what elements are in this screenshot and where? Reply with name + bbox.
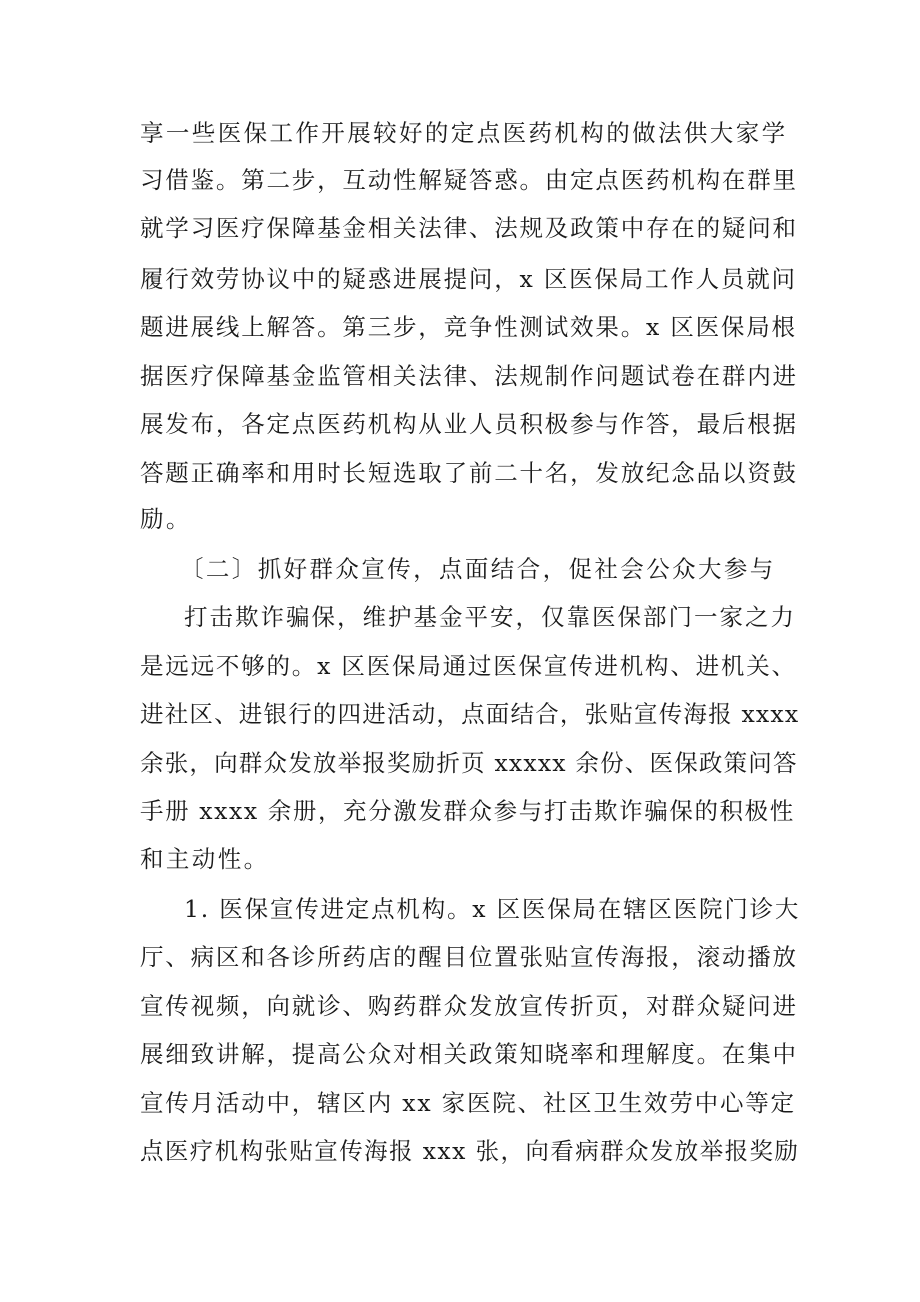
text-line: 厅、病区和各诊所药店的醒目位置张贴宣传海报，滚动播放 <box>140 943 798 971</box>
text-line: 题进展线上解答。第三步，竞争性测试效果。x 区医保局根 <box>140 313 797 341</box>
text-line: 点医疗机构张贴宣传海报 xxx 张，向看病群众发放举报奖励 <box>140 1137 800 1165</box>
text-line: 履行效劳协议中的疑惑进展提问，x 区医保局工作人员就问 <box>140 265 797 293</box>
text-line: 据医疗保障基金监管相关法律、法规制作问题试卷在群内进 <box>140 362 798 390</box>
text-line: 余张，向群众发放举报奖励折页 xxxxx 余份、医保政策问答 <box>140 749 798 777</box>
text-line: 展发布，各定点医药机构从业人员积极参与作答，最后根据 <box>140 410 798 438</box>
section-heading: 〔二〕抓好群众宣传，点面结合，促社会公众大参与 <box>180 555 776 583</box>
text-line: 和主动性。 <box>140 845 270 873</box>
text-line: 展细致讲解，提高公众对相关政策知晓率和理解度。在集中 <box>140 1040 798 1068</box>
text-line: 宣传视频，向就诊、购药群众发放宣传折页，对群众疑问进 <box>140 992 798 1020</box>
text-line: 是远远不够的。x 区医保局通过医保宣传进机构、进机关、 <box>140 652 797 680</box>
text-line: 打击欺诈骗保，维护基金平安，仅靠医保部门一家之力 <box>184 603 796 631</box>
text-line: 进社区、进银行的四进活动，点面结合，张贴宣传海报 xxxx <box>140 700 800 728</box>
text-line: 宣传月活动中，辖区内 xx 家医院、社区卫生效劳中心等定 <box>140 1089 796 1117</box>
text-line: 1. 医保宣传进定点机构。x 区医保局在辖区医院门诊大 <box>184 895 801 923</box>
text-line: 答题正确率和用时长短选取了前二十名，发放纪念品以资鼓 <box>140 459 798 487</box>
text-line: 励。 <box>140 505 192 533</box>
text-line: 享一些医保工作开展较好的定点医药机构的做法供大家学 <box>140 119 788 147</box>
text-line: 习借鉴。第二步，互动性解疑答惑。由定点医药机构在群里 <box>140 166 798 194</box>
text-line: 就学习医疗保障基金相关法律、法规及政策中存在的疑问和 <box>140 214 798 242</box>
text-line: 手册 xxxx 余册，充分激发群众参与打击欺诈骗保的积极性 <box>140 797 795 825</box>
